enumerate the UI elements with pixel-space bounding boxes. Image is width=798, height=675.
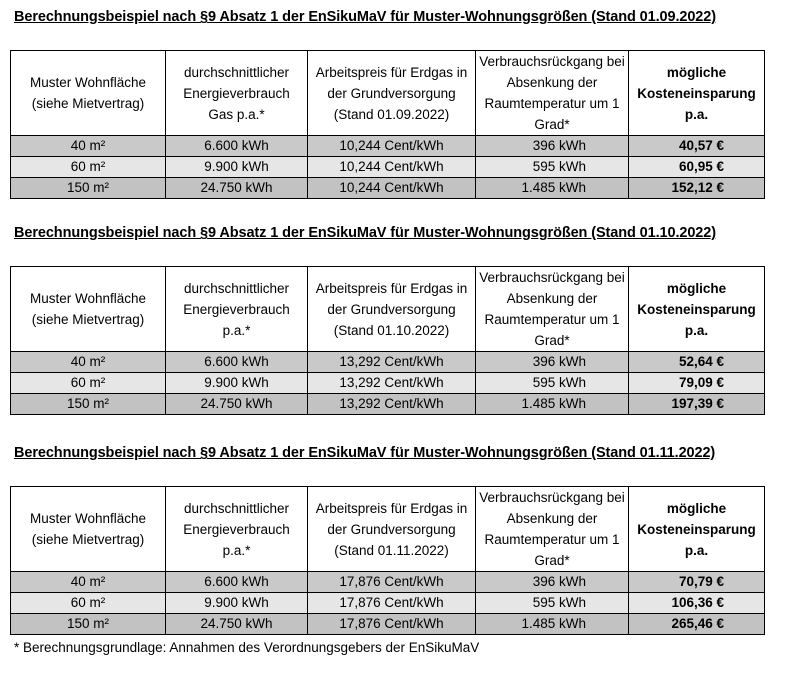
cell-consumption: 6.600 kWh — [166, 572, 308, 593]
cell-price: 13,292 Cent/kWh — [308, 394, 476, 415]
cell-price: 13,292 Cent/kWh — [308, 352, 476, 373]
cell-reduction: 1.485 kWh — [476, 614, 629, 635]
cell-area: 150 m² — [11, 394, 166, 415]
calculation-table — [10, 50, 765, 199]
table-header-row — [11, 487, 765, 572]
cell-price: 17,876 Cent/kWh — [308, 593, 476, 614]
table-row — [11, 614, 765, 635]
cell-price: 17,876 Cent/kWh — [308, 572, 476, 593]
cell-savings: 40,57 € — [629, 136, 765, 157]
table-row — [11, 593, 765, 614]
cell-price: 17,876 Cent/kWh — [308, 614, 476, 635]
cell-savings: 197,39 € — [629, 394, 765, 415]
cell-consumption: 6.600 kWh — [166, 136, 308, 157]
header-price: Arbeitspreis für Erdgas in der Grundversorgung (Stand 01.09.2022) — [308, 51, 476, 136]
cell-savings: 52,64 € — [629, 352, 765, 373]
header-savings: mögliche Kosteneinsparung p.a. — [629, 51, 765, 136]
cell-price: 10,244 Cent/kWh — [308, 178, 476, 199]
table-row — [11, 136, 765, 157]
cell-reduction: 396 kWh — [476, 572, 629, 593]
cell-reduction: 1.485 kWh — [476, 394, 629, 415]
cell-reduction: 396 kWh — [476, 136, 629, 157]
cell-area: 40 m² — [11, 136, 166, 157]
section-title: Berechnungsbeispiel nach §9 Absatz 1 der EnSikuMaV für Muster-Wohnungsgrößen (Stand 01.09.2022) — [14, 9, 716, 25]
cell-area: 150 m² — [11, 614, 166, 635]
table-row — [11, 572, 765, 593]
table-row — [11, 352, 765, 373]
header-consumption: durchschnittlicher Energieverbrauch p.a.* — [166, 487, 308, 572]
calculation-table — [10, 486, 765, 635]
header-reduction: Verbrauchsrückgang bei Absenkung der Raumtemperatur um 1 Grad* — [476, 51, 629, 136]
table-header-row — [11, 51, 765, 136]
cell-reduction: 1.485 kWh — [476, 178, 629, 199]
cell-consumption: 24.750 kWh — [166, 394, 308, 415]
cell-price: 10,244 Cent/kWh — [308, 136, 476, 157]
footnote: * Berechnungsgrundlage: Annahmen des Verordnungsgebers der EnSikuMaV — [14, 640, 480, 655]
header-savings: mögliche Kosteneinsparung p.a. — [629, 267, 765, 352]
header-reduction: Verbrauchsrückgang bei Absenkung der Raumtemperatur um 1 Grad* — [476, 487, 629, 572]
cell-area: 60 m² — [11, 157, 166, 178]
calculation-table — [10, 266, 765, 415]
cell-savings: 152,12 € — [629, 178, 765, 199]
cell-reduction: 396 kWh — [476, 352, 629, 373]
cell-reduction: 595 kWh — [476, 157, 629, 178]
cell-consumption: 24.750 kWh — [166, 178, 308, 199]
cell-area: 40 m² — [11, 352, 166, 373]
header-area: Muster Wohnfläche (siehe Mietvertrag) — [11, 267, 166, 352]
header-reduction: Verbrauchsrückgang bei Absenkung der Raumtemperatur um 1 Grad* — [476, 267, 629, 352]
cell-savings: 106,36 € — [629, 593, 765, 614]
cell-reduction: 595 kWh — [476, 373, 629, 394]
cell-savings: 79,09 € — [629, 373, 765, 394]
cell-consumption: 6.600 kWh — [166, 352, 308, 373]
cell-consumption: 9.900 kWh — [166, 373, 308, 394]
table-header-row — [11, 267, 765, 352]
header-consumption: durchschnittlicher Energieverbrauch Gas p.a.* — [166, 51, 308, 136]
cell-savings: 70,79 € — [629, 572, 765, 593]
table-row — [11, 394, 765, 415]
section-title: Berechnungsbeispiel nach §9 Absatz 1 der EnSikuMaV für Muster-Wohnungsgrößen (Stand 01.11.2022) — [14, 445, 716, 461]
header-area: Muster Wohnfläche (siehe Mietvertrag) — [11, 487, 166, 572]
cell-savings: 265,46 € — [629, 614, 765, 635]
header-price: Arbeitspreis für Erdgas in der Grundversorgung (Stand 01.10.2022) — [308, 267, 476, 352]
header-savings: mögliche Kosteneinsparung p.a. — [629, 487, 765, 572]
cell-consumption: 9.900 kWh — [166, 593, 308, 614]
cell-area: 150 m² — [11, 178, 166, 199]
header-area: Muster Wohnfläche (siehe Mietvertrag) — [11, 51, 166, 136]
table-row — [11, 373, 765, 394]
table-row — [11, 157, 765, 178]
cell-consumption: 9.900 kWh — [166, 157, 308, 178]
cell-price: 10,244 Cent/kWh — [308, 157, 476, 178]
header-consumption: durchschnittlicher Energieverbrauch p.a.* — [166, 267, 308, 352]
section-title: Berechnungsbeispiel nach §9 Absatz 1 der EnSikuMaV für Muster-Wohnungsgrößen (Stand 01.10.2022) — [14, 225, 716, 241]
header-price: Arbeitspreis für Erdgas in der Grundversorgung (Stand 01.11.2022) — [308, 487, 476, 572]
cell-area: 40 m² — [11, 572, 166, 593]
table-row — [11, 178, 765, 199]
cell-savings: 60,95 € — [629, 157, 765, 178]
cell-consumption: 24.750 kWh — [166, 614, 308, 635]
cell-price: 13,292 Cent/kWh — [308, 373, 476, 394]
cell-area: 60 m² — [11, 593, 166, 614]
cell-area: 60 m² — [11, 373, 166, 394]
cell-reduction: 595 kWh — [476, 593, 629, 614]
